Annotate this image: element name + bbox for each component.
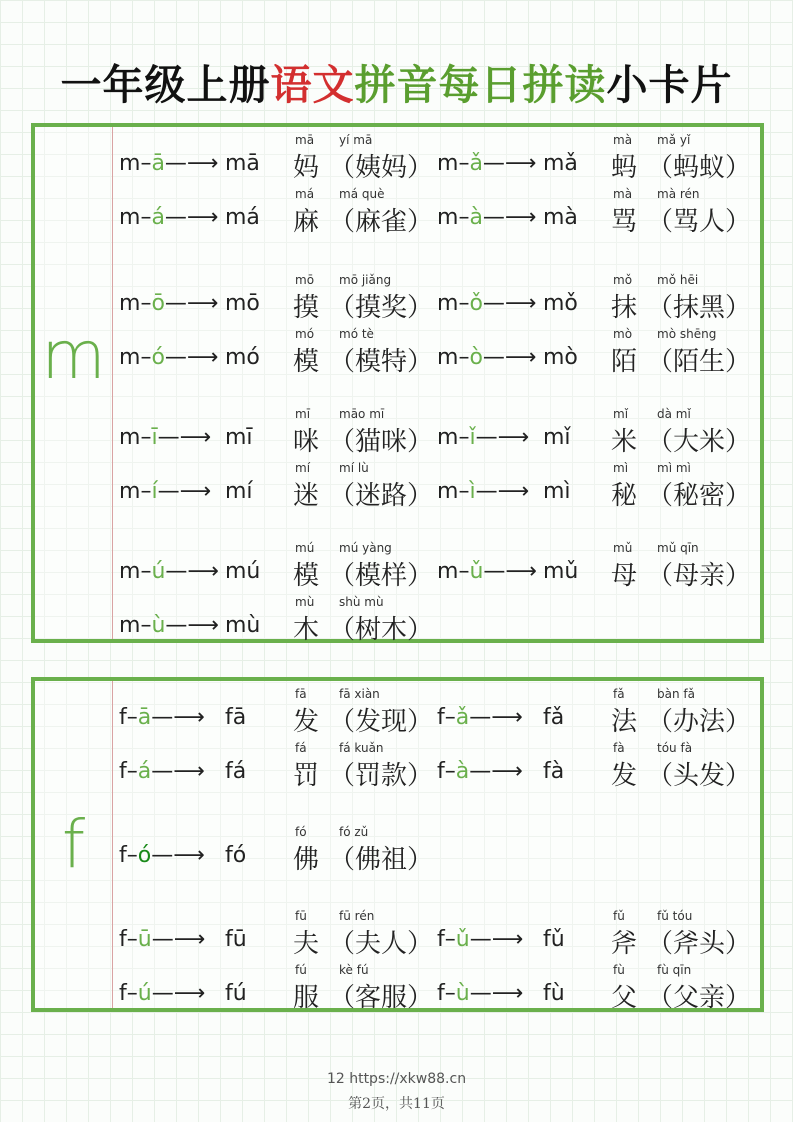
pinyin-entry bbox=[437, 327, 757, 379]
hanzi-char: 夫 bbox=[293, 929, 320, 959]
spelling-combo bbox=[437, 479, 529, 504]
spelling-combo bbox=[119, 613, 219, 638]
example-word: （树木） bbox=[329, 615, 434, 645]
word-pinyin: fǔ tóu bbox=[657, 909, 693, 923]
title-part-1: 一年级上册 bbox=[60, 61, 271, 109]
hanzi-char: 抹 bbox=[611, 293, 638, 323]
initial: f bbox=[437, 981, 445, 1006]
spelling-combo bbox=[119, 843, 205, 868]
tone-vowel: ū bbox=[137, 927, 152, 952]
tone-vowel: à bbox=[455, 759, 470, 784]
pinyin-entry bbox=[119, 741, 439, 793]
joiner: – bbox=[140, 559, 152, 584]
tone-vowel: ǎ bbox=[469, 151, 483, 176]
example-word: （头发） bbox=[647, 761, 752, 791]
tone-vowel: ǐ bbox=[469, 425, 476, 450]
pinyin-card-f bbox=[31, 677, 764, 1012]
pinyin-entry bbox=[437, 963, 757, 1015]
hanzi-char: 麻 bbox=[293, 207, 320, 237]
arrow-icon: —⟶ bbox=[151, 843, 205, 868]
initial: f bbox=[119, 759, 127, 784]
spelling-combo bbox=[437, 205, 536, 230]
word-pinyin: dà mǐ bbox=[657, 407, 691, 421]
hanzi-char: 骂 bbox=[611, 207, 638, 237]
word-pinyin: mǎ yǐ bbox=[657, 133, 691, 147]
pinyin-entry bbox=[437, 187, 757, 239]
char-pinyin: fá bbox=[295, 741, 307, 755]
example-word: （猫咪） bbox=[329, 427, 434, 457]
joiner: – bbox=[126, 705, 138, 730]
example-word: （大米） bbox=[647, 427, 752, 457]
initial: m bbox=[437, 205, 459, 230]
hanzi-char: 服 bbox=[293, 983, 320, 1013]
tone-vowel: ǎ bbox=[455, 705, 470, 730]
char-pinyin: fā bbox=[295, 687, 307, 701]
tone-vowel: ō bbox=[151, 291, 165, 316]
char-pinyin: mò bbox=[613, 327, 633, 341]
joiner: – bbox=[458, 291, 470, 316]
hanzi-char: 米 bbox=[611, 427, 638, 457]
char-pinyin: mó bbox=[295, 327, 315, 341]
example-word: （骂人） bbox=[647, 207, 752, 237]
arrow-icon: —⟶ bbox=[469, 759, 523, 784]
spelling-combo bbox=[119, 981, 205, 1006]
hanzi-char: 模 bbox=[293, 347, 320, 377]
example-word: （罚款） bbox=[329, 761, 434, 791]
word-pinyin: māo mī bbox=[339, 407, 385, 421]
joiner: – bbox=[444, 759, 456, 784]
syllable: mì bbox=[543, 479, 571, 504]
pinyin-entry bbox=[437, 909, 757, 961]
pinyin-entry bbox=[119, 541, 439, 593]
char-pinyin: mī bbox=[295, 407, 311, 421]
spelling-combo bbox=[119, 151, 218, 176]
spelling-combo bbox=[437, 759, 523, 784]
pinyin-entry bbox=[119, 687, 439, 739]
tone-vowel: ó bbox=[137, 843, 152, 868]
arrow-icon: —⟶ bbox=[157, 479, 212, 504]
joiner: – bbox=[444, 927, 456, 952]
tone-vowel: ǔ bbox=[469, 559, 484, 584]
joiner: – bbox=[140, 205, 152, 230]
tone-vowel: ó bbox=[151, 345, 165, 370]
hanzi-char: 母 bbox=[611, 561, 638, 591]
arrow-icon: —⟶ bbox=[475, 479, 530, 504]
char-pinyin: fù bbox=[613, 963, 625, 977]
tone-vowel: ù bbox=[455, 981, 470, 1006]
char-pinyin: fǔ bbox=[613, 909, 625, 923]
joiner: – bbox=[140, 291, 152, 316]
hanzi-char: 木 bbox=[293, 615, 320, 645]
spelling-combo bbox=[119, 705, 205, 730]
char-pinyin: mō bbox=[295, 273, 315, 287]
spelling-combo bbox=[119, 479, 211, 504]
spelling-combo bbox=[119, 759, 205, 784]
hanzi-char: 佛 bbox=[293, 845, 320, 875]
example-word: （模样） bbox=[329, 561, 434, 591]
example-word: （陌生） bbox=[647, 347, 752, 377]
pinyin-entry bbox=[119, 273, 439, 325]
arrow-icon: —⟶ bbox=[164, 151, 219, 176]
hanzi-char: 法 bbox=[611, 707, 638, 737]
tone-vowel: ò bbox=[469, 345, 483, 370]
word-pinyin: fó zǔ bbox=[339, 825, 369, 839]
tone-vowel: ī bbox=[151, 425, 158, 450]
hanzi-char: 模 bbox=[293, 561, 320, 591]
pinyin-entry bbox=[119, 133, 439, 185]
joiner: – bbox=[458, 205, 470, 230]
syllable: fǎ bbox=[543, 705, 565, 730]
example-word: （抹黑） bbox=[647, 293, 752, 323]
hanzi-char: 陌 bbox=[611, 347, 638, 377]
hanzi-char: 迷 bbox=[293, 481, 320, 511]
joiner: – bbox=[444, 981, 456, 1006]
joiner: – bbox=[458, 151, 470, 176]
initial: m bbox=[119, 559, 141, 584]
hanzi-char: 秘 bbox=[611, 481, 638, 511]
hanzi-char: 蚂 bbox=[611, 153, 638, 183]
example-word: （姨妈） bbox=[329, 153, 434, 183]
example-word: （客服） bbox=[329, 983, 434, 1013]
arrow-icon: —⟶ bbox=[469, 705, 523, 730]
word-pinyin: fá kuǎn bbox=[339, 741, 384, 755]
joiner: – bbox=[458, 345, 470, 370]
example-word: （斧头） bbox=[647, 929, 752, 959]
hanzi-char: 斧 bbox=[611, 929, 638, 959]
hanzi-char: 摸 bbox=[293, 293, 320, 323]
char-pinyin: má bbox=[295, 187, 315, 201]
example-word: （发现） bbox=[329, 707, 434, 737]
joiner: – bbox=[126, 843, 138, 868]
word-pinyin: shù mù bbox=[339, 595, 384, 609]
spelling-combo bbox=[437, 345, 536, 370]
syllable: mí bbox=[225, 479, 253, 504]
pinyin-entry bbox=[437, 407, 757, 459]
char-pinyin: mí bbox=[295, 461, 311, 475]
word-pinyin: mó tè bbox=[339, 327, 374, 341]
arrow-icon: —⟶ bbox=[151, 927, 206, 952]
arrow-icon: —⟶ bbox=[151, 759, 205, 784]
arrow-icon: —⟶ bbox=[165, 613, 219, 638]
word-pinyin: fā xiàn bbox=[339, 687, 380, 701]
joiner: – bbox=[126, 927, 138, 952]
hanzi-char: 父 bbox=[611, 983, 638, 1013]
word-pinyin: mò shēng bbox=[657, 327, 717, 341]
word-pinyin: mō jiǎng bbox=[339, 273, 392, 287]
spelling-combo bbox=[119, 559, 219, 584]
initial: m bbox=[119, 479, 141, 504]
hanzi-char: 咪 bbox=[293, 427, 320, 457]
joiner: – bbox=[140, 151, 152, 176]
pinyin-entry bbox=[437, 687, 757, 739]
pinyin-entry bbox=[437, 541, 757, 593]
pinyin-entry bbox=[119, 963, 439, 1015]
pinyin-entry bbox=[119, 825, 439, 877]
arrow-icon: —⟶ bbox=[469, 981, 524, 1006]
char-pinyin: mà bbox=[613, 187, 633, 201]
arrow-icon: —⟶ bbox=[475, 425, 530, 450]
syllable: fǔ bbox=[543, 927, 565, 952]
example-word: （办法） bbox=[647, 707, 752, 737]
arrow-icon: —⟶ bbox=[482, 205, 537, 230]
initial-letter: m bbox=[41, 317, 106, 394]
spelling-combo bbox=[437, 151, 536, 176]
word-pinyin: mà rén bbox=[657, 187, 700, 201]
joiner: – bbox=[126, 981, 138, 1006]
footer-url: 12 https://xkw88.cn bbox=[326, 1071, 467, 1087]
syllable: mó bbox=[225, 345, 260, 370]
tone-vowel: á bbox=[151, 205, 165, 230]
syllable: mò bbox=[543, 345, 578, 370]
pinyin-entry bbox=[437, 273, 757, 325]
spelling-combo bbox=[119, 425, 211, 450]
title-part-3: 拼音每日拼读 bbox=[354, 61, 607, 109]
tone-vowel: ù bbox=[151, 613, 166, 638]
pinyin-entry bbox=[437, 741, 757, 793]
joiner: – bbox=[140, 345, 152, 370]
example-word: （秘密） bbox=[647, 481, 752, 511]
syllable: má bbox=[225, 205, 260, 230]
pinyin-entry bbox=[119, 909, 439, 961]
tone-vowel: á bbox=[137, 759, 152, 784]
spelling-combo bbox=[119, 205, 218, 230]
initial: m bbox=[437, 479, 459, 504]
tone-vowel: ú bbox=[151, 559, 166, 584]
syllable: mǐ bbox=[543, 425, 571, 450]
arrow-icon: —⟶ bbox=[164, 291, 219, 316]
syllable: fá bbox=[225, 759, 247, 784]
tone-vowel: ǔ bbox=[455, 927, 470, 952]
example-word: （模特） bbox=[329, 347, 434, 377]
initial: m bbox=[437, 345, 459, 370]
joiner: – bbox=[140, 479, 152, 504]
example-word: （夫人） bbox=[329, 929, 434, 959]
pinyin-entry bbox=[437, 133, 757, 185]
arrow-icon: —⟶ bbox=[165, 559, 219, 584]
joiner: – bbox=[444, 705, 456, 730]
initial: f bbox=[437, 927, 445, 952]
char-pinyin: fó bbox=[295, 825, 307, 839]
char-pinyin: mǔ bbox=[613, 541, 633, 555]
spelling-combo bbox=[437, 291, 536, 316]
char-pinyin: mǒ bbox=[613, 273, 633, 287]
arrow-icon: —⟶ bbox=[482, 345, 537, 370]
char-pinyin: mà bbox=[613, 133, 633, 147]
syllable: mǔ bbox=[543, 559, 579, 584]
tone-vowel: ǒ bbox=[469, 291, 483, 316]
word-pinyin: mì mì bbox=[657, 461, 691, 475]
spelling-combo bbox=[437, 559, 537, 584]
syllable: fú bbox=[225, 981, 247, 1006]
initial: f bbox=[437, 705, 445, 730]
footer-page-number: 第2页，共11页 bbox=[348, 1096, 445, 1112]
pinyin-entry bbox=[437, 461, 757, 513]
hanzi-char: 罚 bbox=[293, 761, 320, 791]
spelling-combo bbox=[119, 345, 218, 370]
char-pinyin: mù bbox=[295, 595, 315, 609]
arrow-icon: —⟶ bbox=[483, 559, 537, 584]
spelling-combo bbox=[437, 425, 529, 450]
syllable: mō bbox=[225, 291, 260, 316]
joiner: – bbox=[140, 613, 152, 638]
initial: f bbox=[437, 759, 445, 784]
char-pinyin: fū bbox=[295, 909, 307, 923]
title-part-4: 小卡片 bbox=[606, 61, 733, 109]
spelling-combo bbox=[437, 927, 523, 952]
word-pinyin: mí lù bbox=[339, 461, 369, 475]
word-pinyin: mú yàng bbox=[339, 541, 392, 555]
syllable: mǎ bbox=[543, 151, 578, 176]
initial: m bbox=[437, 151, 459, 176]
initial: m bbox=[119, 205, 141, 230]
joiner: – bbox=[126, 759, 138, 784]
example-word: （佛祖） bbox=[329, 845, 434, 875]
arrow-icon: —⟶ bbox=[157, 425, 212, 450]
initial: f bbox=[119, 705, 127, 730]
char-pinyin: mā bbox=[295, 133, 315, 147]
example-word: （摸奖） bbox=[329, 293, 434, 323]
word-pinyin: tóu fà bbox=[657, 741, 693, 755]
initial: m bbox=[119, 151, 141, 176]
example-word: （迷路） bbox=[329, 481, 434, 511]
spelling-combo bbox=[119, 291, 218, 316]
pinyin-entry bbox=[119, 407, 439, 459]
hanzi-char: 妈 bbox=[293, 153, 320, 183]
syllable: mā bbox=[225, 151, 260, 176]
word-pinyin: mǔ qīn bbox=[657, 541, 699, 555]
spelling-combo bbox=[437, 705, 523, 730]
syllable: fó bbox=[225, 843, 247, 868]
char-pinyin: mú bbox=[295, 541, 315, 555]
tone-vowel: ú bbox=[137, 981, 152, 1006]
char-pinyin: mǐ bbox=[613, 407, 629, 421]
initial: m bbox=[437, 291, 459, 316]
pinyin-entry bbox=[119, 595, 439, 647]
syllable: fù bbox=[543, 981, 565, 1006]
spelling-combo bbox=[437, 981, 523, 1006]
tone-vowel: ì bbox=[469, 479, 476, 504]
title-part-2: 语文 bbox=[270, 61, 355, 109]
word-pinyin: kè fú bbox=[339, 963, 369, 977]
word-pinyin: fū rén bbox=[339, 909, 375, 923]
example-word: （母亲） bbox=[647, 561, 752, 591]
spelling-combo bbox=[119, 927, 205, 952]
tone-vowel: ā bbox=[151, 151, 165, 176]
initial: m bbox=[119, 345, 141, 370]
example-word: （麻雀） bbox=[329, 207, 434, 237]
hanzi-char: 发 bbox=[293, 707, 320, 737]
syllable: mú bbox=[225, 559, 261, 584]
word-pinyin: bàn fǎ bbox=[657, 687, 695, 701]
card-divider bbox=[112, 681, 113, 1008]
arrow-icon: —⟶ bbox=[164, 345, 219, 370]
initial: m bbox=[119, 613, 141, 638]
syllable: mù bbox=[225, 613, 261, 638]
example-word: （父亲） bbox=[647, 983, 752, 1013]
hanzi-char: 发 bbox=[611, 761, 638, 791]
word-pinyin: mǒ hēi bbox=[657, 273, 699, 287]
tone-vowel: à bbox=[469, 205, 483, 230]
word-pinyin: fù qīn bbox=[657, 963, 692, 977]
tone-vowel: í bbox=[151, 479, 158, 504]
arrow-icon: —⟶ bbox=[151, 981, 206, 1006]
syllable: mī bbox=[225, 425, 253, 450]
syllable: fā bbox=[225, 705, 247, 730]
initial: m bbox=[437, 425, 459, 450]
word-pinyin: yí mā bbox=[339, 133, 373, 147]
pinyin-entry bbox=[119, 327, 439, 379]
pinyin-card-m bbox=[31, 123, 764, 643]
initial: f bbox=[119, 981, 127, 1006]
initial: f bbox=[119, 927, 127, 952]
arrow-icon: —⟶ bbox=[482, 151, 537, 176]
pinyin-entry bbox=[119, 461, 439, 513]
syllable: fū bbox=[225, 927, 247, 952]
char-pinyin: mì bbox=[613, 461, 629, 475]
joiner: – bbox=[458, 559, 470, 584]
arrow-icon: —⟶ bbox=[469, 927, 524, 952]
char-pinyin: fǎ bbox=[613, 687, 625, 701]
joiner: – bbox=[458, 479, 470, 504]
initial: f bbox=[119, 843, 127, 868]
joiner: – bbox=[140, 425, 152, 450]
arrow-icon: —⟶ bbox=[482, 291, 537, 316]
initial-letter: f bbox=[61, 806, 86, 883]
arrow-icon: —⟶ bbox=[151, 705, 205, 730]
initial: m bbox=[437, 559, 459, 584]
arrow-icon: —⟶ bbox=[164, 205, 219, 230]
initial: m bbox=[119, 425, 141, 450]
pinyin-entry bbox=[119, 187, 439, 239]
syllable: fà bbox=[543, 759, 565, 784]
initial: m bbox=[119, 291, 141, 316]
joiner: – bbox=[458, 425, 470, 450]
word-pinyin: má què bbox=[339, 187, 385, 201]
syllable: mà bbox=[543, 205, 578, 230]
char-pinyin: fà bbox=[613, 741, 625, 755]
example-word: （蚂蚁） bbox=[647, 153, 752, 183]
tone-vowel: ā bbox=[137, 705, 152, 730]
card-divider bbox=[112, 127, 113, 639]
page-title bbox=[0, 52, 793, 111]
char-pinyin: fú bbox=[295, 963, 307, 977]
syllable: mǒ bbox=[543, 291, 578, 316]
